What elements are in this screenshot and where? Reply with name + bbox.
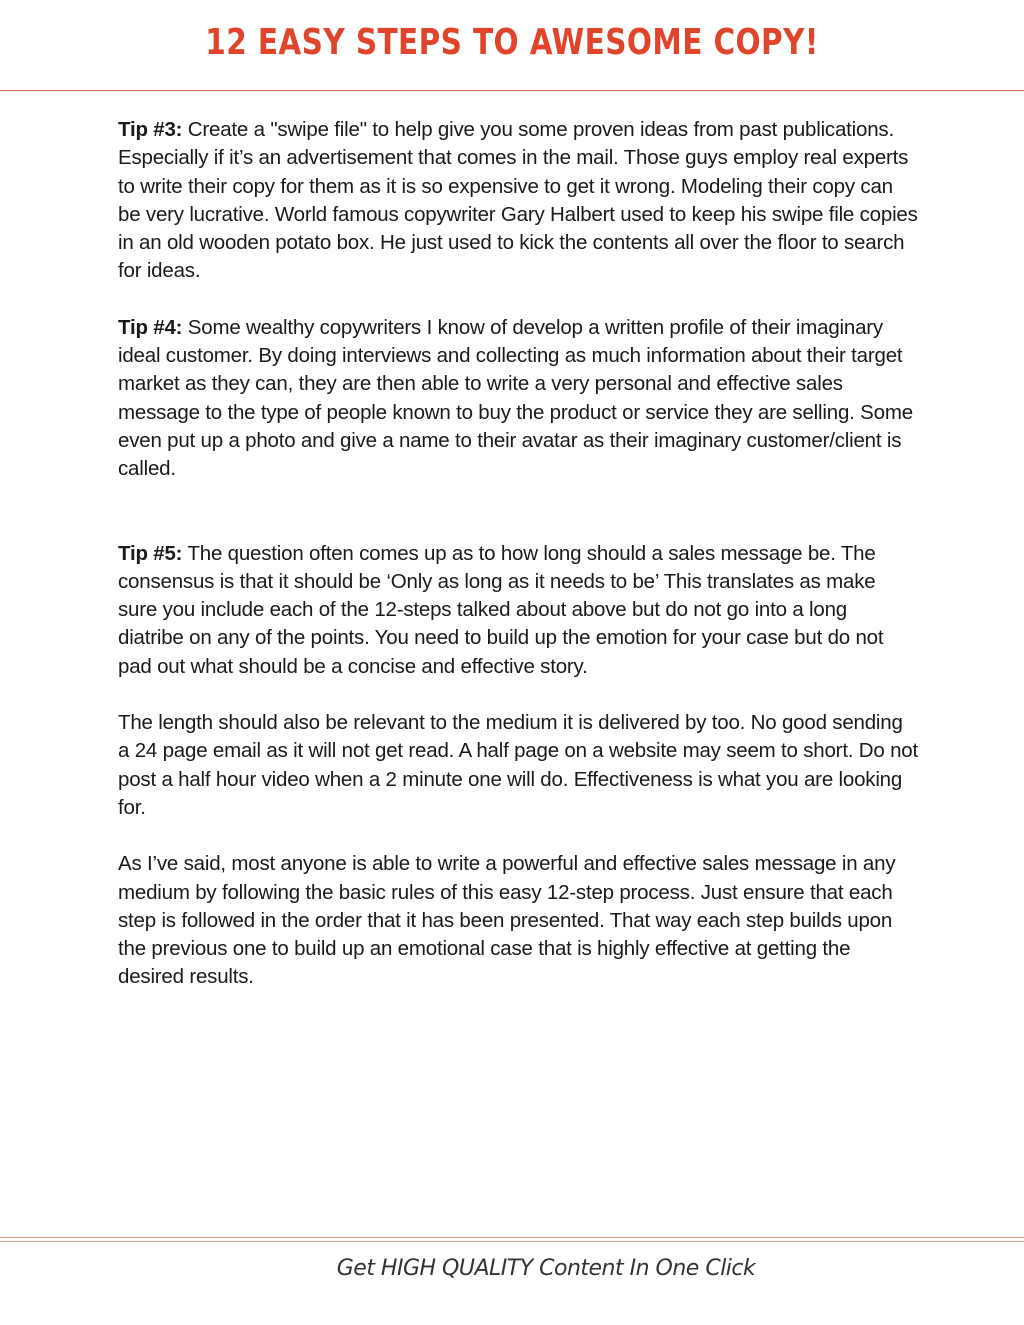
tip-3-text: Create a "swipe file" to help give you some proven ideas from past publications. Especially if it’s an advertisement that comes in the mail. Those guys employ real experts to write their copy for them as it is so expensive to get it wrong. Modeling their copy can be very lucrative. World famous copywriter Gary Halbert used to keep his swipe file copies in an old wooden potato box. He just used to kick the contents all over the floor to search for ideas. (118, 118, 918, 283)
tip-4-paragraph (118, 314, 918, 484)
footer (0, 1256, 1024, 1281)
footer-divider-top (0, 1237, 1024, 1238)
tip-5-text: The question often comes up as to how long should a sales message be. The consensus is that it should be ‘Only as long as it needs to be’ This translates as make sure you include each of the 12-steps talked about above but do not go into a long diatribe on any of the points. You need to build up the emotion for your case but do not pad out what should be a concise and effective story. (118, 541, 884, 678)
header-divider (0, 90, 1024, 91)
tip-5-label: Tip #5: (118, 541, 183, 565)
tip-3-paragraph (118, 116, 918, 286)
length-paragraph: The length should also be relevant to the medium it is delivered by too. No good sending a 24 page email as it will not get read. A half page on a website may seem to short. Do not post a half hour video when a 2 minute one will do. Effectiveness is what you are looking for. (118, 711, 918, 819)
tip-5-paragraph (118, 540, 918, 681)
footer-divider-bottom (0, 1241, 1024, 1242)
document-body (118, 116, 918, 992)
footer-tagline: Get HIGH QUALITY Content In One Click (336, 1256, 756, 1281)
page-title: 12 EASY STEPS TO AWESOME COPY! (205, 22, 819, 63)
tip-4-label: Tip #4: (118, 315, 183, 339)
tip-3-label: Tip #3: (118, 118, 183, 141)
tip-4-text: Some wealthy copywriters I know of develop a written profile of their imaginary ideal customer. By doing interviews and collecting as much information about their target market as they can, they are then able to write a very personal and effective sales message to the type of people known to buy the product or service they are selling. Some even put up a photo and give a name to their avatar as their imaginary customer/client is called. (118, 315, 913, 481)
closing-paragraph: As I’ve said, most anyone is able to write a powerful and effective sales message in any medium by following the basic rules of this easy 12-step process. Just ensure that each step is followed in the order that it has been presented. That way each step builds upon the previous one to build up an emotional case that is highly effective at getting the desired results. (118, 852, 896, 989)
